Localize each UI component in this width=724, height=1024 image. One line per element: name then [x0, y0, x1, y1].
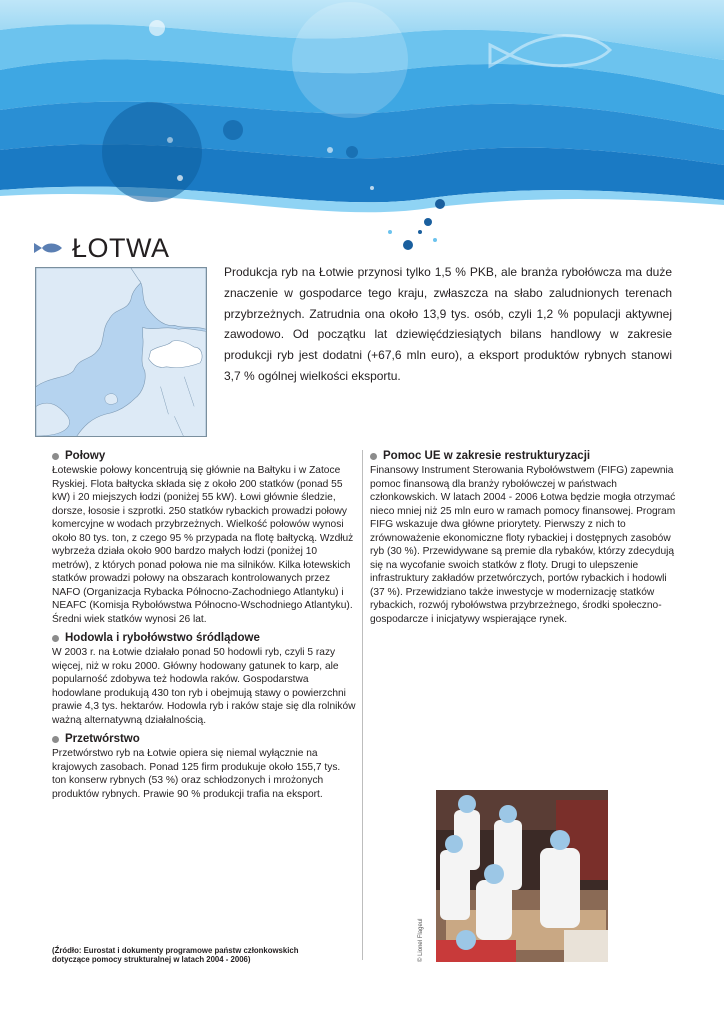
bubble-large	[292, 2, 408, 118]
title-row	[34, 232, 170, 264]
wave-banner	[0, 0, 724, 260]
bullet-icon	[370, 453, 377, 460]
section-body: W 2003 r. na Łotwie działało ponad 50 hodowli ryb, czyli 5 razy więcej, niż w roku 2000. Główny hodowany gatunek to karp, ale popularność zdobywa też hodowla raków. Gospodarstwa hodowlane produkują 430 ton ryb i obejmują stawy o powierzchni prawie 4,3 tys. hektarów. Hodowla ryb i raków staje się dla rolników ważną alternatywną działalnością.	[52, 647, 356, 726]
section-heading: Połowy	[65, 450, 106, 462]
section-hodowla	[52, 630, 356, 727]
bullet-icon	[52, 453, 59, 460]
section-pomoc	[370, 448, 676, 626]
column-divider	[362, 450, 363, 960]
photo-credit: © Lionel Flageul	[418, 918, 424, 962]
section-heading: Pomoc UE w zakresie restrukturyzacji	[383, 450, 591, 462]
section-polowy	[52, 448, 356, 626]
baltic-map	[35, 267, 207, 437]
section-body: Finansowy Instrument Sterowania Rybołówstwem (FIFG) zapewnia pomoc finansową dla branży rybołówczej w państwach członkowskich. W latach 2004 - 2006 Łotwa będzie mogła otrzymać nieco mniej niż 25 mln euro w ramach pomocy finansowej. Program FIFG wskazuje dwa główne priorytety. Pierwszy z nich to zrównoważenie ekonomiczne floty rybackiej i dostępnych zasobów ryb (30 %). Przewidywane są premie dla rybaków, którzy zdecydują się na wycofanie swoich statków z floty. Drugi to ulepszenie infrastruktury zakładów przetwórczych, portów rybackich i hodowli (37 %). Przewidziano także inwestycje w modernizację statków rybackich, rozwój rybołówstwa przybrzeżnego, środki społeczno-gospodarcze i inicjatywy wspierające rynek.	[370, 465, 676, 625]
section-body: Łotewskie połowy koncentrują się głównie na Bałtyku i w Zatoce Ryskiej. Flota bałtycka składa się z około 200 statków (ponad 55 kW) i 20 miejszych łodzi (poniżej 55 kW). Łowi głównie śledzie, dorsze, łososie i szprotki. 250 statków rybackich prowadzi połowy komercyjne w wodach przybrzeżnych. Wielkość połowów wynosi około 80 tys. ton, z czego 95 % przypada na flotę bałtycką. Wzdłuż wybrzeża działa około 900 bardzo małych łodzi (poniżej 10 metrów), z których ponad połowa nie ma silników. Kilka łotewskich statków prowadzi połowy na obszarach kontrolowanych przez NAFO (Organizacja Rybacka Północno-Zachodniego Atlantyku) i NEAFC (Komisja Rybołówstwa Północno-Wschodniego Atlantyku). Średni wiek statków wynosi 26 lat.	[52, 465, 354, 625]
bubble-large	[102, 102, 202, 202]
page-title: ŁOTWA	[72, 232, 170, 263]
section-body: Przetwórstwo ryb na Łotwie opiera się niemal wyłącznie na krajowych zasobach. Ponad 125 firm produkuje około 155,7 tys. ton konserw rybnych (53 %) oraz schłodzonych i mrożonych produktów rybnych. Prawie 90 % produkcji trafia na eksport.	[52, 748, 341, 800]
fish-icon	[34, 241, 64, 255]
section-heading: Przetwórstwo	[65, 733, 140, 745]
bullet-icon	[52, 635, 59, 642]
right-column	[370, 448, 676, 630]
fish-processing-photo	[436, 790, 608, 962]
section-heading: Hodowla i rybołówstwo śródlądowe	[65, 632, 260, 644]
source-note: (Źródło: Eurostat i dokumenty programowe państw członkowskich dotyczące pomocy strukturalnej w latach 2004 - 2006)	[52, 946, 299, 964]
left-column	[52, 448, 356, 805]
intro-paragraph: Produkcja ryb na Łotwie przynosi tylko 1,5 % PKB, ale branża rybołówcza ma duże znaczenie w gospodarce tego kraju, zwłaszcza na słabo zaludnionych terenach przybrzeżnych. Zatrudnia ona około 13,9 tys. osób, czyli 1,2 % populacji aktywnej zawodowo. Od początku lat dziewięćdziesiątych bilans handlowy w zakresie produkcji ryb jest dodatni (+67,6 mln euro), a eksport produktów rybnych stanowi 3,7 % ogólnej wielkości eksportu.	[224, 265, 672, 383]
bullet-icon	[52, 736, 59, 743]
section-przetworstwo	[52, 731, 356, 801]
